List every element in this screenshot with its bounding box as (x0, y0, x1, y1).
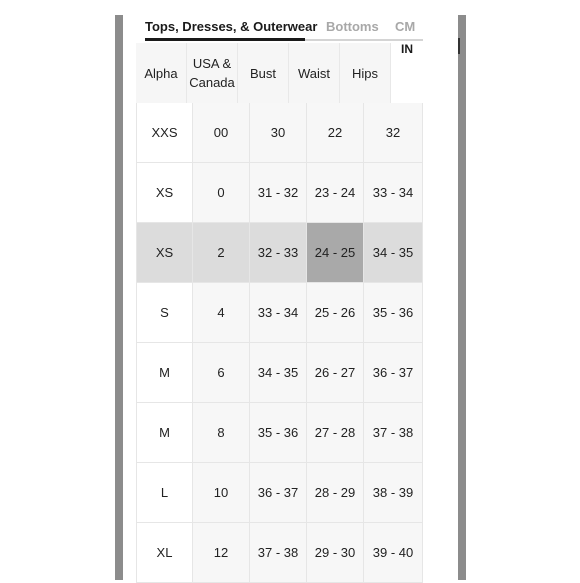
scrollbar-thumb[interactable] (458, 38, 460, 54)
cell-bust: 34 - 35 (250, 343, 307, 403)
cell-usa-canada: 12 (193, 523, 250, 583)
cell-waist: 29 - 30 (307, 523, 364, 583)
header-waist: Waist (289, 43, 340, 103)
cell-waist: 23 - 24 (307, 163, 364, 223)
table-row (136, 223, 423, 283)
cell-hips: 32 (364, 103, 423, 163)
cell-hips: 36 - 37 (364, 343, 423, 403)
cell-waist: 22 (307, 103, 364, 163)
cell-alpha: L (136, 463, 193, 523)
cell-waist: 28 - 29 (307, 463, 364, 523)
cell-bust: 31 - 32 (250, 163, 307, 223)
cell-bust: 33 - 34 (250, 283, 307, 343)
cell-hips: 33 - 34 (364, 163, 423, 223)
cell-bust: 36 - 37 (250, 463, 307, 523)
cell-usa-canada: 10 (193, 463, 250, 523)
cell-waist: 26 - 27 (307, 343, 364, 403)
cell-bust: 35 - 36 (250, 403, 307, 463)
tab-cm[interactable]: CM (395, 19, 416, 34)
cell-hips: 38 - 39 (364, 463, 423, 523)
cell-usa-canada: 8 (193, 403, 250, 463)
cell-alpha: M (136, 343, 193, 403)
cell-waist: 27 - 28 (307, 403, 364, 463)
cell-alpha: XS (136, 163, 193, 223)
cell-usa-canada: 6 (193, 343, 250, 403)
cell-waist: 25 - 26 (307, 283, 364, 343)
cell-hips: 35 - 36 (364, 283, 423, 343)
cell-alpha: S (136, 283, 193, 343)
header-alpha: Alpha (136, 43, 187, 103)
unit-in-toggle[interactable]: IN (401, 42, 413, 56)
cell-alpha: XXS (136, 103, 193, 163)
table-row (136, 523, 423, 583)
cell-bust: 32 - 33 (250, 223, 307, 283)
cell-usa-canada: 2 (193, 223, 250, 283)
cell-alpha: XS (136, 223, 193, 283)
tab-bottoms[interactable]: Bottoms (326, 19, 379, 34)
header-bust: Bust (238, 43, 289, 103)
header-usa-canada: USA & Canada (187, 43, 238, 103)
cell-usa-canada: 4 (193, 283, 250, 343)
table-row (136, 163, 423, 223)
table-row (136, 103, 423, 163)
table-row (136, 463, 423, 523)
table-row (136, 403, 423, 463)
cell-bust: 30 (250, 103, 307, 163)
table-row (136, 343, 423, 403)
cell-alpha: M (136, 403, 193, 463)
table-row (136, 283, 423, 343)
cell-usa-canada: 0 (193, 163, 250, 223)
cell-usa-canada: 00 (193, 103, 250, 163)
tab-tops-dresses-outerwear[interactable]: Tops, Dresses, & Outerwear (145, 19, 318, 34)
cell-alpha: XL (136, 523, 193, 583)
cell-waist: 24 - 25 (307, 223, 364, 283)
cell-hips: 34 - 35 (364, 223, 423, 283)
cell-hips: 39 - 40 (364, 523, 423, 583)
cell-bust: 37 - 38 (250, 523, 307, 583)
tab-active-underline (145, 38, 305, 41)
frame-right-border (458, 15, 466, 580)
header-hips: Hips (340, 43, 391, 103)
cell-hips: 37 - 38 (364, 403, 423, 463)
frame-left-border (115, 15, 123, 580)
